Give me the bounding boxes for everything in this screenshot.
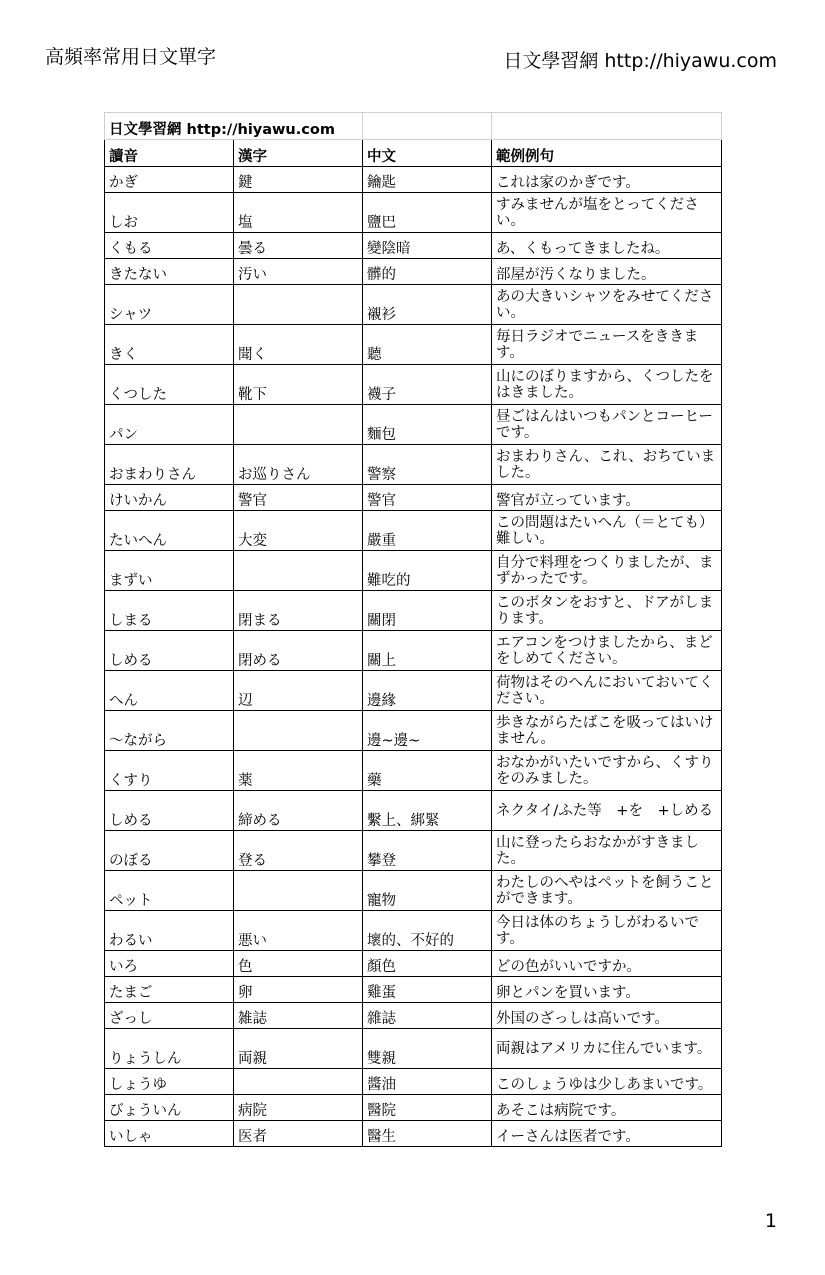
- table-header-row: [105, 140, 722, 167]
- example-cell: すみませんが塩をとってください。: [492, 193, 722, 233]
- example-cell: おまわりさん、これ、おちていました。: [492, 445, 722, 485]
- reading-cell: パン: [105, 405, 234, 445]
- kanji-cell: 締める: [234, 791, 363, 831]
- example-cell: 歩きながらたばこを吸ってはいけません。: [492, 711, 722, 751]
- kanji-cell: 色: [234, 951, 363, 977]
- example-cell: エアコンをつけましたから、まどをしめてください。: [492, 631, 722, 671]
- example-cell: このボタンをおすと、ドアがしまります。: [492, 591, 722, 631]
- chinese-cell: 醬油: [363, 1069, 492, 1095]
- chinese-cell: 襪子: [363, 365, 492, 405]
- reading-cell: きたない: [105, 259, 234, 285]
- example-cell: 卵とパンを買います。: [492, 977, 722, 1003]
- chinese-cell: 嚴重: [363, 511, 492, 551]
- table-row: [105, 1121, 722, 1147]
- chinese-cell: 雜誌: [363, 1003, 492, 1029]
- kanji-cell: 雑誌: [234, 1003, 363, 1029]
- table-row: [105, 751, 722, 791]
- example-cell: 自分で料理をつくりましたが、まずかったです。: [492, 551, 722, 591]
- vocabulary-table: [104, 112, 722, 1147]
- table-row: [105, 167, 722, 193]
- chinese-cell: 變陰暗: [363, 233, 492, 259]
- chinese-cell: 關閉: [363, 591, 492, 631]
- kanji-cell: 登る: [234, 831, 363, 871]
- site-label: 日文學習網 http://hiyawu.com: [105, 113, 363, 140]
- reading-cell: たまご: [105, 977, 234, 1003]
- reading-cell: しょうゆ: [105, 1069, 234, 1095]
- example-cell: あそこは病院です。: [492, 1095, 722, 1121]
- chinese-cell: 襯衫: [363, 285, 492, 325]
- chinese-cell: 邊~邊~: [363, 711, 492, 751]
- kanji-cell: [234, 405, 363, 445]
- example-cell: 部屋が汚くなりました。: [492, 259, 722, 285]
- column-header-example: 範例例句: [492, 140, 722, 167]
- document-title: 高頻率常用日文單字: [45, 46, 217, 68]
- chinese-cell: 寵物: [363, 871, 492, 911]
- table-row: [105, 325, 722, 365]
- reading-cell: たいへん: [105, 511, 234, 551]
- kanji-cell: 悪い: [234, 911, 363, 951]
- table-row: [105, 791, 722, 831]
- page-number: 1: [764, 1210, 777, 1232]
- table-row: [105, 285, 722, 325]
- reading-cell: しお: [105, 193, 234, 233]
- chinese-cell: 繫上、綁緊: [363, 791, 492, 831]
- example-cell: 警官が立っています。: [492, 485, 722, 511]
- chinese-cell: 雞蛋: [363, 977, 492, 1003]
- table-row: [105, 1029, 722, 1069]
- table-row: [105, 951, 722, 977]
- kanji-cell: お巡りさん: [234, 445, 363, 485]
- kanji-cell: 聞く: [234, 325, 363, 365]
- reading-cell: しまる: [105, 591, 234, 631]
- kanji-cell: [234, 1069, 363, 1095]
- example-cell: イーさんは医者です。: [492, 1121, 722, 1147]
- reading-cell: ざっし: [105, 1003, 234, 1029]
- chinese-cell: 鹽巴: [363, 193, 492, 233]
- column-header-chinese: 中文: [363, 140, 492, 167]
- chinese-cell: 聽: [363, 325, 492, 365]
- table-row: [105, 671, 722, 711]
- reading-cell: びょういん: [105, 1095, 234, 1121]
- reading-cell: しめる: [105, 631, 234, 671]
- kanji-cell: 辺: [234, 671, 363, 711]
- reading-cell: シャツ: [105, 285, 234, 325]
- kanji-cell: 曇る: [234, 233, 363, 259]
- chinese-cell: 雙親: [363, 1029, 492, 1069]
- example-cell: おなかがいたいですから、くすりをのみました。: [492, 751, 722, 791]
- kanji-cell: 病院: [234, 1095, 363, 1121]
- chinese-cell: 鑰匙: [363, 167, 492, 193]
- reading-cell: ペット: [105, 871, 234, 911]
- kanji-cell: [234, 871, 363, 911]
- kanji-cell: [234, 711, 363, 751]
- table-row: [105, 233, 722, 259]
- example-cell: 今日は体のちょうしがわるいです。: [492, 911, 722, 951]
- kanji-cell: 閉まる: [234, 591, 363, 631]
- chinese-cell: 髒的: [363, 259, 492, 285]
- reading-cell: りょうしん: [105, 1029, 234, 1069]
- table-row: [105, 1095, 722, 1121]
- table-row: [105, 911, 722, 951]
- table-row: [105, 977, 722, 1003]
- example-cell: あ、くもってきましたね。: [492, 233, 722, 259]
- column-header-reading: 讀音: [105, 140, 234, 167]
- table-row: [105, 1003, 722, 1029]
- reading-cell: ～ながら: [105, 711, 234, 751]
- example-cell: このしょうゆは少しあまいです。: [492, 1069, 722, 1095]
- kanji-cell: 鍵: [234, 167, 363, 193]
- example-cell: 外国のざっしは高いです。: [492, 1003, 722, 1029]
- example-cell: この問題はたいへん（＝とても）難しい。: [492, 511, 722, 551]
- example-cell: 両親はアメリカに住んでいます。: [492, 1029, 722, 1069]
- chinese-cell: 顏色: [363, 951, 492, 977]
- table-row: [105, 405, 722, 445]
- table-row: [105, 365, 722, 405]
- table-row: [105, 591, 722, 631]
- reading-cell: くもる: [105, 233, 234, 259]
- table-row: [105, 485, 722, 511]
- example-cell: 昼ごはんはいつもパンとコーヒーです。: [492, 405, 722, 445]
- example-cell: 毎日ラジオでニュースをききます。: [492, 325, 722, 365]
- table-row: [105, 711, 722, 751]
- kanji-cell: [234, 285, 363, 325]
- chinese-cell: 攀登: [363, 831, 492, 871]
- chinese-cell: 難吃的: [363, 551, 492, 591]
- reading-cell: まずい: [105, 551, 234, 591]
- example-cell: 山に登ったらおなかがすきました。: [492, 831, 722, 871]
- chinese-cell: 關上: [363, 631, 492, 671]
- site-title: 日文學習網 http://hiyawu.com: [503, 50, 777, 72]
- table-row: [105, 445, 722, 485]
- kanji-cell: 医者: [234, 1121, 363, 1147]
- example-cell: 荷物はそのへんにおいておいてください。: [492, 671, 722, 711]
- example-cell: これは家のかぎです。: [492, 167, 722, 193]
- chinese-cell: 警官: [363, 485, 492, 511]
- table-row: [105, 831, 722, 871]
- reading-cell: いしゃ: [105, 1121, 234, 1147]
- chinese-cell: 醫院: [363, 1095, 492, 1121]
- reading-cell: のぼる: [105, 831, 234, 871]
- reading-cell: かぎ: [105, 167, 234, 193]
- table-row: [105, 631, 722, 671]
- chinese-cell: 警察: [363, 445, 492, 485]
- example-cell: 山にのぼりますから、くつしたをはきました。: [492, 365, 722, 405]
- table-row: [105, 871, 722, 911]
- kanji-cell: 警官: [234, 485, 363, 511]
- kanji-cell: [234, 551, 363, 591]
- example-cell: ネクタイ/ふた等 +を +しめる: [492, 791, 722, 831]
- kanji-cell: 閉める: [234, 631, 363, 671]
- table-row: [105, 551, 722, 591]
- reading-cell: きく: [105, 325, 234, 365]
- kanji-cell: 薬: [234, 751, 363, 791]
- kanji-cell: 汚い: [234, 259, 363, 285]
- example-cell: どの色がいいですか。: [492, 951, 722, 977]
- chinese-cell: 邊緣: [363, 671, 492, 711]
- chinese-cell: 醫生: [363, 1121, 492, 1147]
- chinese-cell: 壞的、不好的: [363, 911, 492, 951]
- site-label-row: [105, 113, 722, 140]
- table-row: [105, 1069, 722, 1095]
- chinese-cell: 藥: [363, 751, 492, 791]
- example-cell: あの大きいシャツをみせてください。: [492, 285, 722, 325]
- table-row: [105, 193, 722, 233]
- table-row: [105, 511, 722, 551]
- kanji-cell: 靴下: [234, 365, 363, 405]
- chinese-cell: 麵包: [363, 405, 492, 445]
- reading-cell: わるい: [105, 911, 234, 951]
- reading-cell: おまわりさん: [105, 445, 234, 485]
- column-header-kanji: 漢字: [234, 140, 363, 167]
- kanji-cell: 卵: [234, 977, 363, 1003]
- reading-cell: へん: [105, 671, 234, 711]
- kanji-cell: 大変: [234, 511, 363, 551]
- reading-cell: しめる: [105, 791, 234, 831]
- kanji-cell: 塩: [234, 193, 363, 233]
- reading-cell: くすり: [105, 751, 234, 791]
- example-cell: わたしのへやはペットを飼うことができます。: [492, 871, 722, 911]
- reading-cell: けいかん: [105, 485, 234, 511]
- kanji-cell: 両親: [234, 1029, 363, 1069]
- table-row: [105, 259, 722, 285]
- reading-cell: いろ: [105, 951, 234, 977]
- reading-cell: くつした: [105, 365, 234, 405]
